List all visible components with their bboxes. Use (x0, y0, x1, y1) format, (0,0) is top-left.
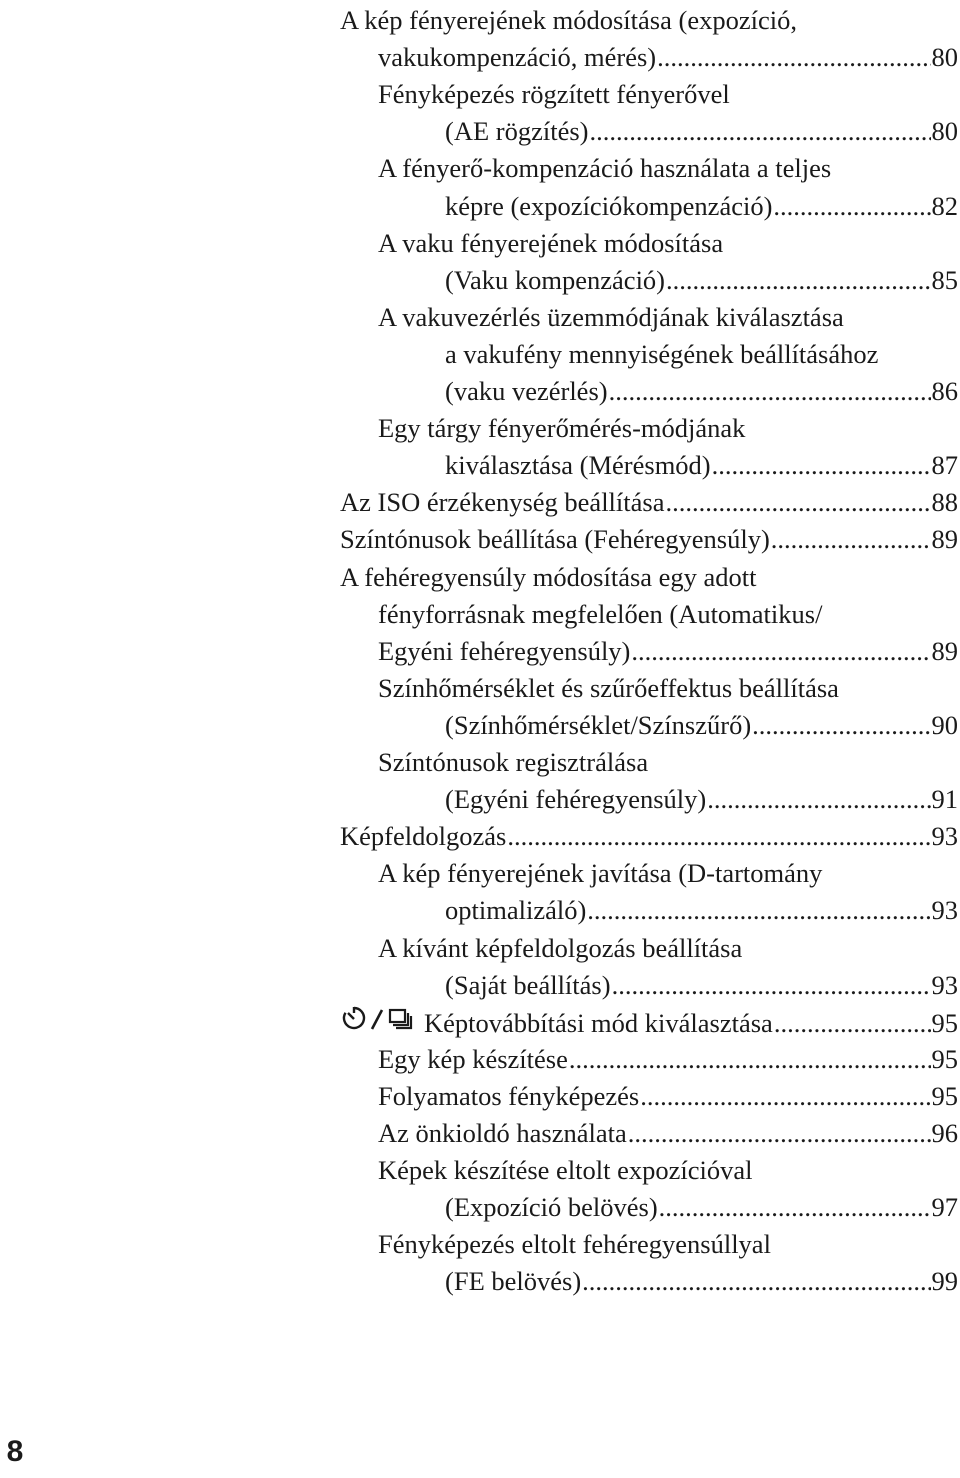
toc-entry (445, 967, 958, 1004)
toc-page-number: 95 (931, 1007, 958, 1038)
toc-entry-text: Színtónusok regisztrálása (378, 747, 649, 777)
toc-entry (378, 1041, 958, 1078)
toc-entry (445, 447, 958, 484)
toc-entry-text: a vakufény mennyiségének beállításához (445, 338, 879, 369)
toc-entry-text: Az ISO érzékenység beállítása (340, 487, 665, 518)
toc-page-number: 97 (931, 1192, 958, 1223)
toc-entry-text: fényforrásnak megfelelően (Automatikus/ (378, 598, 823, 629)
toc-entry (340, 1004, 958, 1041)
toc-entry (378, 1152, 753, 1189)
toc-page-number: 80 (931, 42, 958, 73)
page-number: 8 (6, 1435, 24, 1468)
toc-dot-leader (631, 633, 930, 670)
toc-entry-text: A fényerő-kompenzáció használata a teljes (378, 153, 832, 184)
toc-dot-leader (752, 707, 930, 744)
toc-dot-leader (712, 447, 931, 484)
toc-dot-leader (628, 1115, 931, 1152)
self-timer-icon (340, 1004, 368, 1032)
toc-page-number: 85 (931, 264, 958, 295)
toc-entry-text: A kép fényerejének módosítása (expozíció, (340, 5, 797, 35)
toc-page-number: 93 (931, 821, 958, 852)
toc-entry-text: A vaku fényerejének módosítása (378, 227, 724, 258)
toc-entry (445, 262, 958, 299)
toc-page-number: 93 (931, 895, 958, 926)
toc-entry (378, 633, 958, 670)
toc-entry-text: Az önkioldó használata (378, 1118, 627, 1148)
toc-page-number: 89 (931, 635, 958, 666)
toc-dot-leader (569, 1041, 931, 1078)
toc-page-number: 87 (931, 450, 958, 481)
toc-entry-text: optimalizáló) (445, 895, 587, 926)
toc-dot-leader (587, 892, 930, 929)
toc-entry-text: Képfeldolgozás (340, 821, 507, 852)
toc-entry (378, 596, 822, 633)
toc-dot-leader (507, 818, 930, 855)
toc-page-number: 88 (931, 487, 958, 518)
toc-entry (445, 336, 878, 373)
toc-dot-leader (707, 781, 930, 818)
toc-entry-text: Egy kép készítése (378, 1043, 568, 1074)
drive-mode-icons (340, 1004, 414, 1032)
toc-dot-leader (773, 188, 930, 225)
toc-entry-text: Színtónusok beállítása (Fehéregyensúly) (340, 524, 770, 555)
toc-entry (445, 188, 958, 225)
toc-entry-text: (vaku vezérlés) (445, 376, 608, 406)
toc-dot-leader (659, 1189, 931, 1226)
toc-dot-leader (582, 1263, 930, 1300)
toc-page-number: 96 (931, 1118, 958, 1148)
toc-entry (340, 484, 958, 521)
toc-page-number: 91 (931, 784, 958, 815)
toc-entry-text: (Egyéni fehéregyensúly) (445, 784, 707, 815)
toc-entry (445, 113, 958, 150)
toc-entry-text: Képek készítése eltolt expozícióval (378, 1155, 753, 1186)
toc-page-number: 80 (931, 116, 958, 147)
toc-entry (445, 707, 958, 744)
toc-entry (378, 855, 822, 892)
toc-dot-leader (666, 262, 930, 299)
toc-entry-text: (Saját beállítás) (445, 969, 611, 1000)
toc-entry (340, 559, 757, 596)
toc-page-number: 95 (931, 1043, 958, 1074)
toc-entry-text: Egy tárgy fényerőmérés-módjának (378, 413, 746, 444)
toc-dot-leader (612, 967, 931, 1004)
toc-entry (378, 410, 745, 447)
toc-entry-text: (Színhőmérséklet/Színszűrő) (445, 709, 752, 740)
toc-entry-text: (AE rögzítés) (445, 116, 589, 147)
toc-dot-leader (590, 113, 931, 150)
toc-entry (445, 373, 958, 410)
toc-dot-leader (771, 521, 931, 558)
continuous-shooting-icon (386, 1004, 414, 1032)
toc-entry (378, 299, 844, 336)
toc-entry (378, 39, 958, 76)
toc-entry-text: (Vaku kompenzáció) (445, 264, 666, 295)
toc-entry (378, 1078, 958, 1115)
toc-dot-leader (657, 39, 930, 76)
toc-page-number: 95 (931, 1080, 958, 1111)
toc-entry-text: Fényképezés eltolt fehéregyensúllyal (378, 1229, 771, 1260)
toc-page-number: 93 (931, 969, 958, 1000)
toc-dot-leader (640, 1078, 930, 1115)
toc-page-number: 89 (931, 524, 958, 555)
toc-entry (378, 670, 839, 707)
toc-page-number: 86 (931, 376, 958, 406)
toc-dot-leader (665, 484, 930, 521)
toc-dot-leader (774, 1005, 931, 1042)
toc-entry (340, 818, 958, 855)
toc-entry-text: kiválasztása (Mérésmód) (445, 450, 711, 481)
toc-entry-text: A vakuvezérlés üzemmódjának kiválasztása (378, 301, 844, 332)
toc-entry-text: Fényképezés rögzített fényerővel (378, 79, 730, 110)
toc-entry-text: Képtovábbítási mód kiválasztása (424, 1007, 773, 1038)
toc-entry-text: vakukompenzáció, mérés) (378, 42, 657, 73)
toc-entry (378, 930, 742, 967)
toc-entry-text: Folyamatos fényképezés (378, 1080, 640, 1111)
toc-entry-text: A kívánt képfeldolgozás beállítása (378, 932, 743, 963)
toc-entry (378, 76, 730, 113)
toc-entry (378, 744, 648, 781)
toc-entry (445, 1189, 958, 1226)
toc-entry (378, 225, 723, 262)
toc-entry (340, 521, 958, 558)
toc-page-number: 90 (931, 709, 958, 740)
toc-entry (378, 150, 831, 187)
toc-entry-text: A fehéregyensúly módosítása egy adott (340, 561, 757, 592)
toc-entry (378, 1226, 771, 1263)
toc-entry-text: (Expozíció belövés) (445, 1192, 658, 1223)
toc-page-number: 99 (931, 1266, 958, 1297)
toc-entry-text: A kép fényerejének javítása (D-tartomány (378, 858, 823, 889)
toc-entry (445, 892, 958, 929)
toc-dot-leader (609, 373, 931, 410)
toc-entry (445, 1263, 958, 1300)
toc-entry-text: képre (expozíciókompenzáció) (445, 190, 773, 221)
toc-entry-text: (FE belövés) (445, 1266, 582, 1297)
toc-entry (378, 1115, 958, 1152)
slash-separator-icon (368, 1004, 386, 1032)
toc-entry (340, 2, 797, 39)
toc-page-number: 82 (931, 190, 958, 221)
toc-entry (445, 781, 958, 818)
toc-entry-text: Színhőmérséklet és szűrőeffektus beállítása (378, 672, 839, 703)
toc-entry-text: Egyéni fehéregyensúly) (378, 635, 631, 666)
